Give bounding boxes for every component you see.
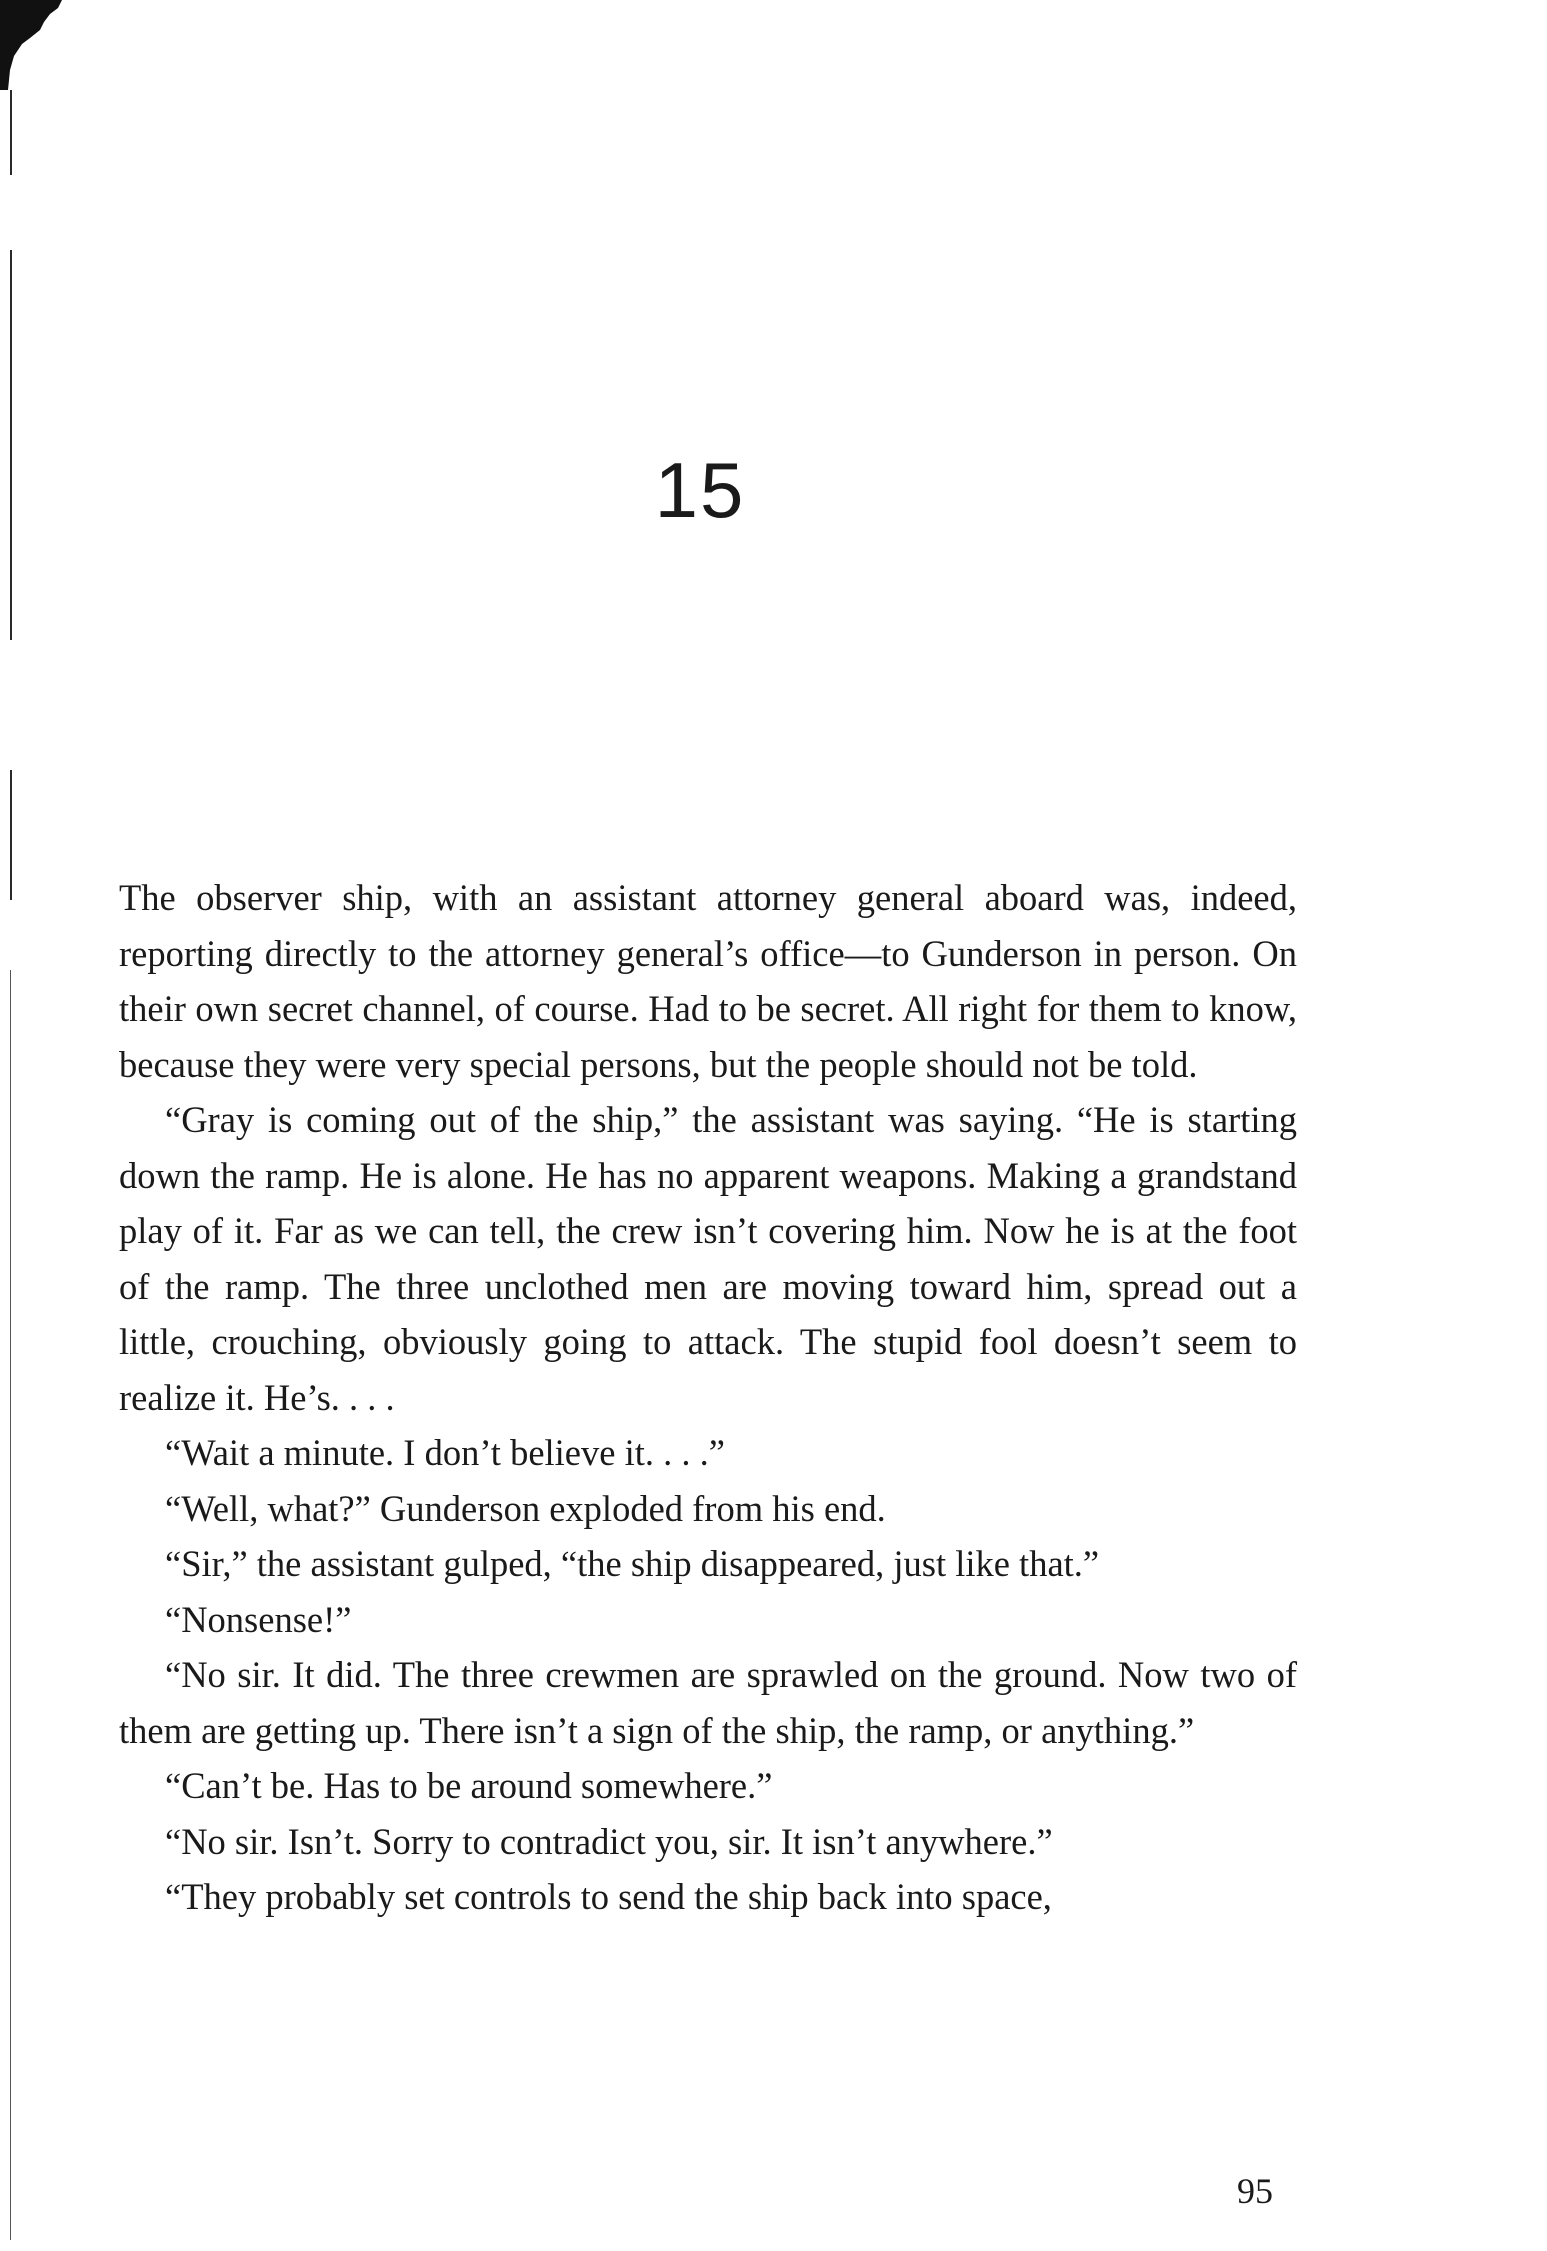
scan-edge-line-3 — [10, 770, 12, 900]
paragraph: “Sir,” the assistant gulped, “the ship disappeared, just like that.” — [165, 1543, 1100, 1584]
paragraph: “They probably set controls to send the ship back into space, — [165, 1876, 1052, 1917]
paragraph: “Gray is coming out of the ship,” the assistant was saying. “He is starting down the ramp. He is alone. He has no apparent weapons. Making a grandstand play of it. Far as we can tell, the crew isn’t covering him. Now he is at the foot of the ramp. The three unclothed men are moving toward him, spread out a little, crouching, obviously going to attack. The stupid fool doesn’t seem to realize it. He’s. . . . — [119, 1099, 1297, 1418]
chapter-number: 15 — [654, 446, 746, 534]
paragraph: “No sir. Isn’t. Sorry to contradict you, sir. It isn’t anywhere.” — [165, 1820, 1053, 1862]
paragraph: “Wait a minute. I don’t believe it. . . .” — [165, 1432, 725, 1473]
paragraph: “No sir. It did. The three crewmen are sprawled on the ground. Now two of them are getting up. There isn’t a sign of the ship, the ramp, or anything.” — [119, 1654, 1297, 1751]
body-text — [119, 870, 1297, 1925]
paragraph: The observer ship, with an assistant attorney general aboard was, indeed, reporting directly to the attorney general’s office—to Gunderson in person. On their own secret channel, of course. Had to be secret. All right for them to know, because they were very special persons, but the people should not be told. — [119, 877, 1297, 1085]
paragraph: “Nonsense!” — [165, 1598, 352, 1640]
paragraph: “Well, what?” Gunderson exploded from his end. — [165, 1487, 886, 1529]
scan-edge-line-1 — [10, 90, 12, 175]
scan-edge-mark — [0, 0, 62, 90]
paragraph: “Can’t be. Has to be around somewhere.” — [165, 1765, 773, 1806]
scan-edge-line-4 — [10, 970, 11, 2240]
page-number: 95 — [1237, 2171, 1273, 2211]
